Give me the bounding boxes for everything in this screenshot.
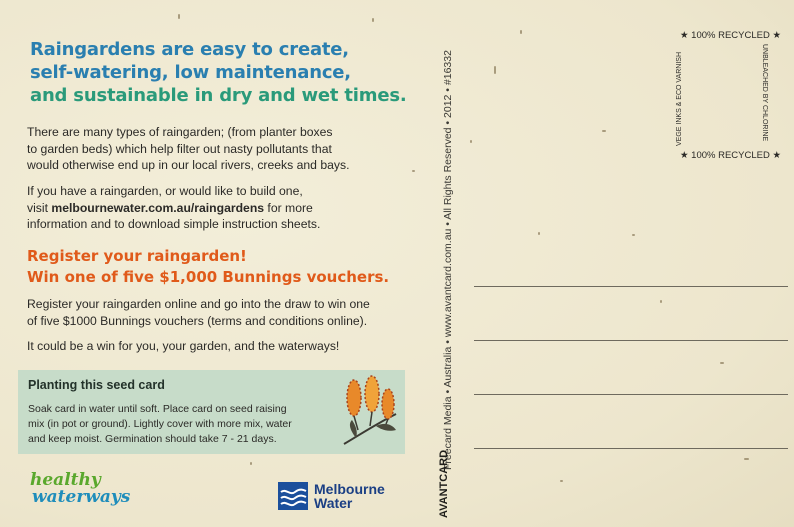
bottlebrush-flower-icon [336,374,402,450]
paper-fleck [632,234,635,236]
paper-fleck [660,300,662,303]
paper-fleck [412,170,415,172]
text-line: would otherwise end up in our local rivers, creeks and bays. [27,158,350,172]
closing-line: It could be a win for you, your garden, and the waterways! [27,339,340,353]
address-line [474,448,788,449]
headline [30,38,410,107]
text-fragment: visit [27,200,52,215]
register-line: Register your raingarden! [27,247,247,265]
paper-fleck [720,362,724,364]
website-link[interactable]: melbournewater.com.au/raingardens [51,200,265,215]
healthy-waterways-logo [30,472,130,506]
seed-card-instructions [28,402,328,447]
stamp-top-text: ★ 100% RECYCLED ★ [680,30,781,41]
address-line [474,394,788,395]
logo-text: waterways [32,487,131,507]
wave-icon [278,482,308,510]
text-line: Soak card in water until soft. Place card on seed raising [28,403,287,415]
text-line [27,200,407,217]
intro-paragraph [27,124,407,174]
text-line: There are many types of raingarden; (from planter boxes [27,125,333,139]
melbourne-water-logo [278,480,385,512]
stamp-bottom-text: ★ 100% RECYCLED ★ [680,150,781,161]
stamp-box [672,26,784,166]
headline-line: self-watering, low maintenance, [30,62,351,83]
text-line: If you have a raingarden, or would like to build one, [27,184,303,198]
register-paragraph [27,296,407,329]
register-heading [27,246,389,288]
paper-fleck [520,30,522,34]
stamp-right-text: UNBLEACHED BY CHLORINE [761,44,768,142]
address-line [474,340,788,341]
stamp-left-text: VEGE INKS & ECO VARNISH [676,51,683,146]
logo-line: Water [314,495,353,511]
avantcard-logo [436,450,458,520]
text-line: Register your raingarden online and go into the draw to win one [27,297,370,311]
logo-text: healthy [30,470,101,490]
visit-paragraph [27,183,407,233]
address-line [474,286,788,287]
text-line: information and to download simple instruction sheets. [27,217,321,231]
paper-fleck [494,66,496,74]
headline-line: and sustainable in dry and wet times. [30,85,407,106]
text-line: of five $1000 Bunnings vouchers (terms and conditions online). [27,313,368,328]
paper-fleck [178,14,180,19]
paper-fleck [538,232,540,235]
seed-card-title: Planting this seed card [28,378,165,392]
register-line: Win one of five $1,000 Bunnings vouchers. [27,268,390,286]
paper-fleck [560,480,563,482]
seed-card-panel [18,370,405,454]
text-line: and keep moist. Germination should take 7 - 21 days. [28,433,277,445]
text-line: to garden beds) which help filter out nasty pollutants that [27,141,332,156]
publisher-line: Freecard Media • Australia • www.avantcard.com.au • All Rights Reserved • 2012 • #16332 [442,50,454,470]
paper-fleck [602,130,606,132]
text-line: mix (in pot or ground). Lightly cover with more mix, water [28,418,292,430]
logo-line: Melbourne [314,481,385,497]
avantcard-text: AVANTCARD [438,449,450,518]
headline-line: Raingardens are easy to create, [30,39,349,60]
paper-fleck [744,458,749,460]
paper-fleck [250,462,252,465]
paper-fleck [372,18,374,22]
text-fragment: for more [264,200,313,215]
logo-text [314,482,385,510]
paper-fleck [470,140,472,143]
